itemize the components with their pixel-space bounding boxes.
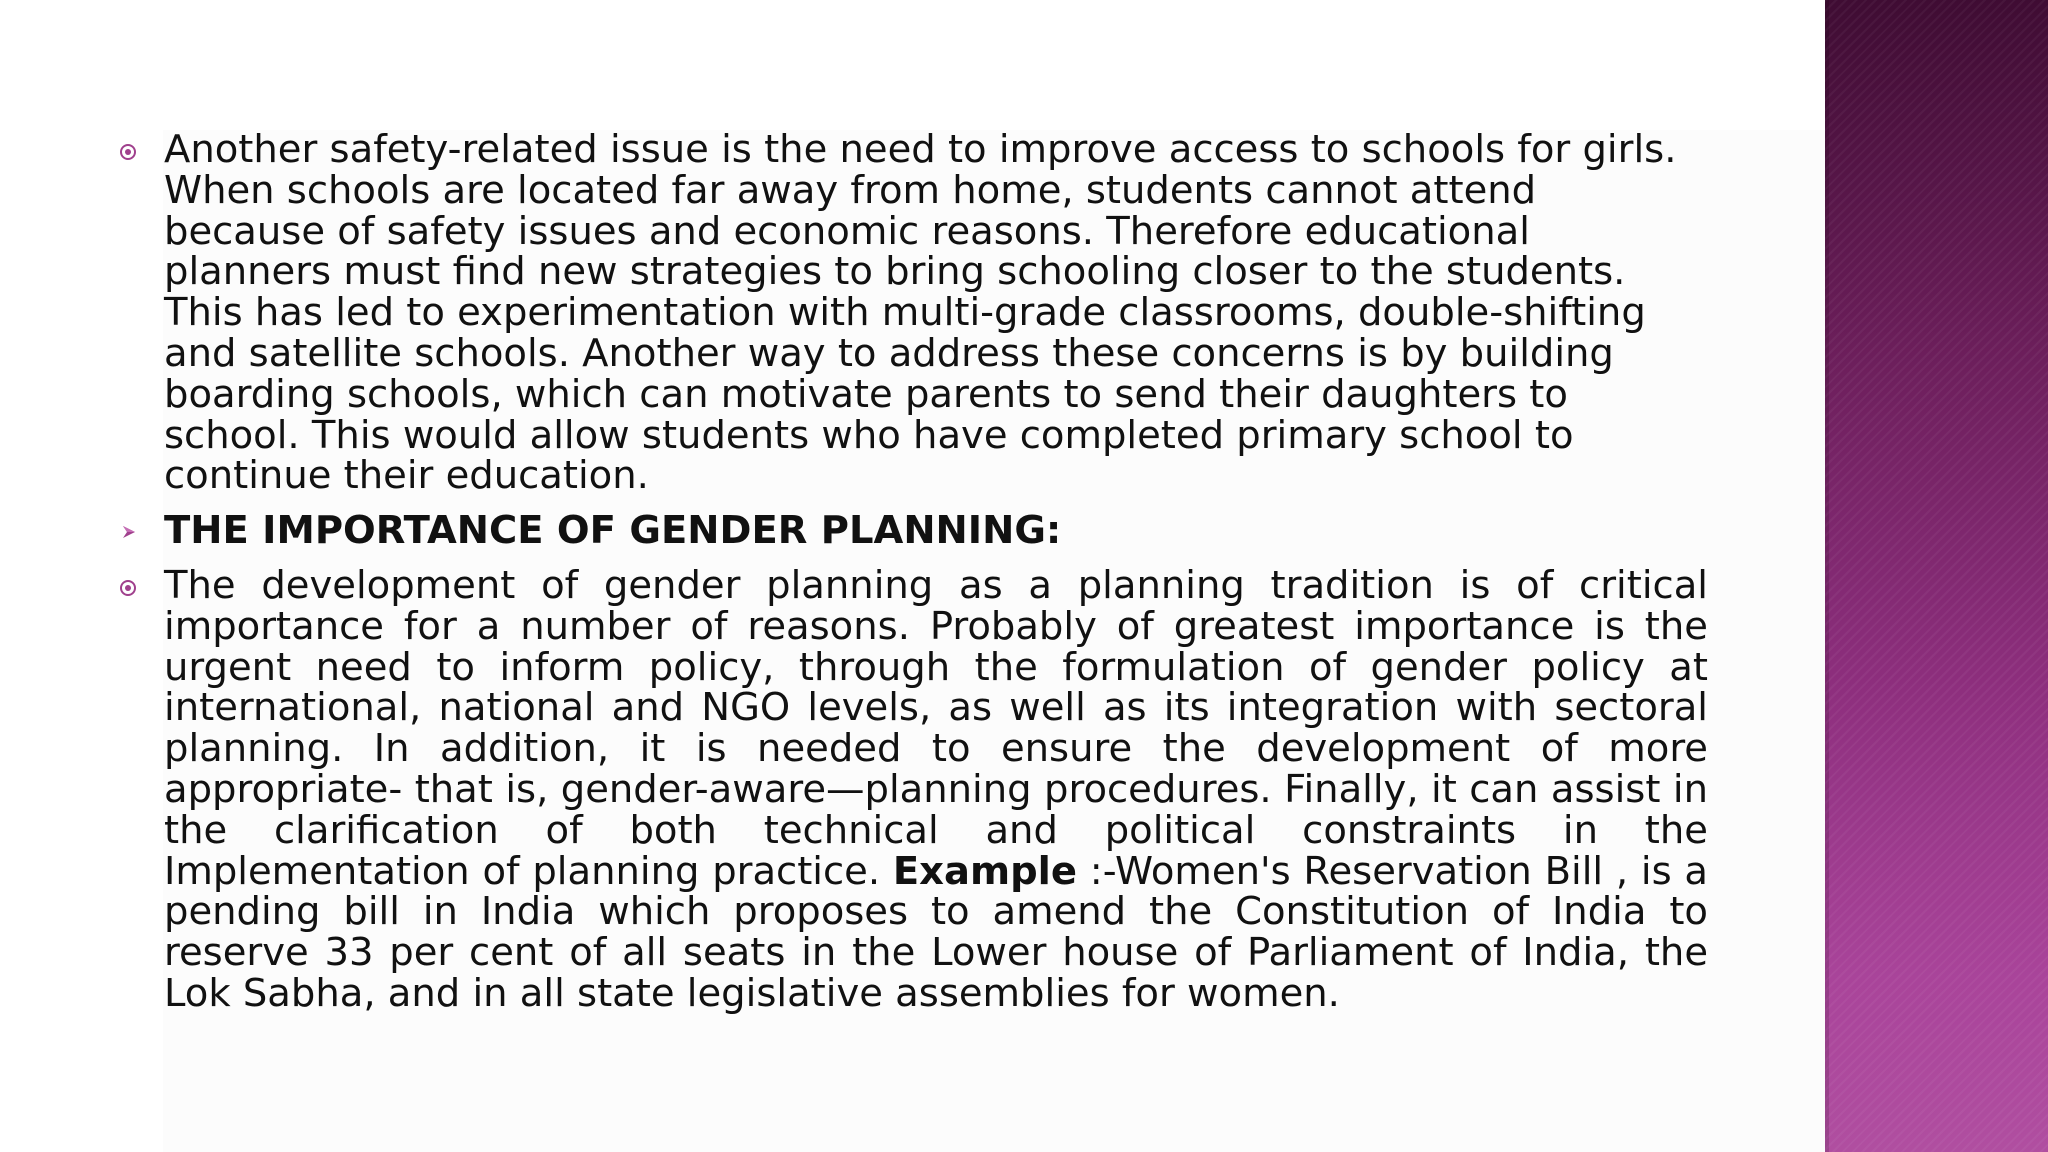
example-text: :-Women's Reservation Bill , is a pending bill in India which proposes to amend the Constitution of India to reserve 33 per cent of all seats in the Lower house of Parliament of India, the Lok Sabha, and in all state legislative assemblies for women. xyxy=(164,848,1708,1016)
example-label: Example xyxy=(892,848,1077,894)
arrow-right-icon xyxy=(121,524,137,540)
side-band-texture xyxy=(1825,0,2048,1152)
circle-dot-icon xyxy=(120,580,136,596)
bullet-paragraph-school-access xyxy=(116,127,1708,499)
decorative-side-band xyxy=(1825,0,2048,1152)
slide-body xyxy=(116,127,1708,1016)
side-band-edge xyxy=(1825,0,1829,1152)
section-heading-text: THE IMPORTANCE OF GENDER PLANNING: xyxy=(164,508,1062,554)
section-heading xyxy=(116,508,1708,554)
bullet-paragraph-gender-planning xyxy=(116,562,1708,1016)
circle-dot-icon xyxy=(120,144,136,160)
paragraph-gender-planning-text: The development of gender planning as a planning tradition is of critical importance for a number of reasons. Probably of greatest importance is the urgent need to inform policy, through the formulation of gender policy at international, national and NGO levels, as well as its integration with sectoral planning. In addition, it is needed to ensure the development of more appropriate- that is, gender-aware—planning procedures. Finally, it can assist in the clarification of both technical and political constraints in the Implementation of planning practice. xyxy=(164,562,1708,894)
paragraph-school-access-text: Another safety-related issue is the need to improve access to schools for girls. When schools are located far away from home, students cannot attend because of safety issues and economic reasons. Therefore educational planners must find new strategies to bring schooling closer to the students. This has led to experimentation with multi-grade classrooms, double-shifting and satellite schools. Another way to address these concerns is by building boarding schools, which can motivate parents to send their daughters to school. This would allow students who have completed primary school to continue their education. xyxy=(164,127,1677,499)
